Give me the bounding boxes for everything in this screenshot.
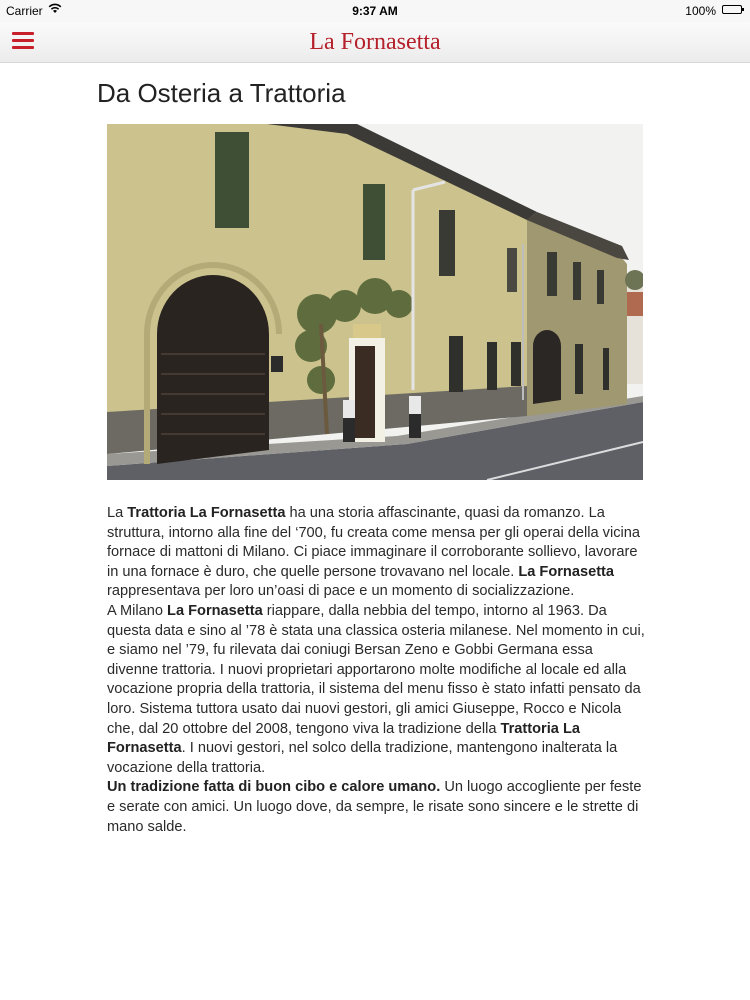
carrier-label: Carrier <box>6 4 43 18</box>
article-bold-text: Trattoria La Fornasetta <box>107 720 580 757</box>
article-text-run: riappare, dalla nebbia del tempo, intorno al 1963. Da questa data e sino al ’78 è stata una classica osteria milanese. Nel momento in cui, e siamo nel ’79, fu rilevata dai coniugi Bersan Zeno e Gobbi Germana essa divenne trattoria. I nuovi proprietari apportarono molte modifiche al locale ed alla vocazione propria della trattoria, il sistema del menu fisso è stato infatti pensato da loro. Sistema tuttora usato dai nuovi gestori, gli amici Giuseppe, Rocco e Nicola che, dal 20 ottobre del 2008, tengono viva la tradizione della <box>107 602 645 737</box>
nav-bar <box>0 22 750 63</box>
article-paragraph <box>107 778 647 837</box>
article-text-run: La <box>107 505 128 521</box>
article-paragraph <box>107 504 647 602</box>
article-text-run: . I nuovi gestori, nel solco della tradizione, mantengono inalterata la vocazione della trattoria. <box>107 740 618 776</box>
article-text-run: Un luogo accogliente per feste e serate con amici. Un luogo dove, da sempre, le risate sono sincere e le strette di mano salde. <box>107 779 642 835</box>
article-text-run: A Milano <box>107 602 168 619</box>
battery-percentage: 100% <box>685 4 716 18</box>
status-bar <box>0 0 750 22</box>
article-bold-text: La Fornasetta <box>518 563 615 580</box>
article-text <box>107 504 647 837</box>
battery-icon <box>722 5 742 14</box>
page-title: Da Osteria a Trattoria <box>97 78 346 108</box>
building-photo <box>107 124 643 480</box>
article-bold-text: Un tradizione fatta di buon cibo e calore umano. <box>107 779 441 796</box>
article-paragraph <box>107 602 647 778</box>
article-text-run: ha una storia affascinante, quasi da romanzo. La struttura, intorno alla fine del ‘700, fu creata come mensa per gli operai della vicina fornace di mattoni di Milano. Ci piace immaginare il corroborante sollievo, lavorare in una fornace è duro, che quelle persone trovavano nel locale. <box>107 505 640 580</box>
article-bold-text: Trattoria La Fornasetta <box>127 505 286 521</box>
clock: 9:37 AM <box>352 4 398 18</box>
article-bold-text: La Fornasetta <box>167 602 263 619</box>
article-text-run: rappresentava per loro un’oasi di pace e un momento di socializzazione. <box>107 583 575 600</box>
app-title: La Fornasetta <box>309 29 441 55</box>
